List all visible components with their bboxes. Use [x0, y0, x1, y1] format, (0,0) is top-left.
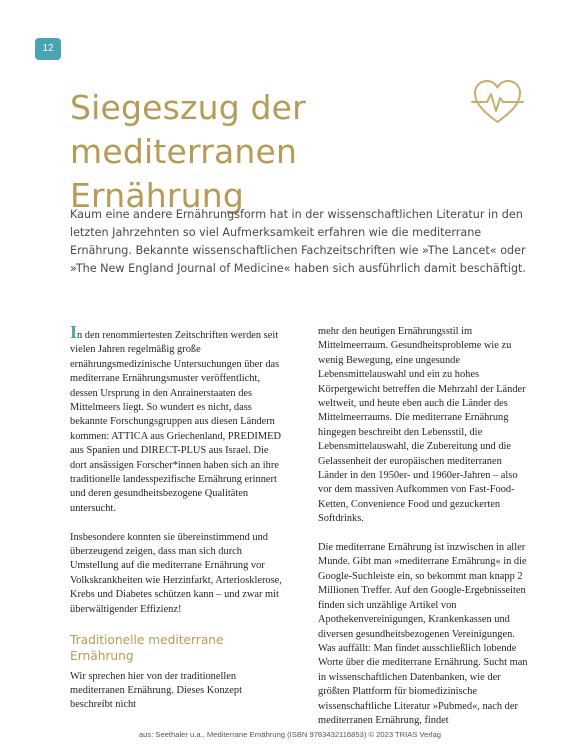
body-paragraph: Insbesondere konnten sie übereinstimmend und überzeugend zeigen, dass man sich durch Umstellung auf die mediterrane Ernährung vor Volkskrankheiten wie Herzinfarkt, Arteriosklerose, Krebs und Diabetes schützen kann – und zwar mit überwältigender Effizienz! — [70, 531, 282, 615]
section-heading: Traditionelle mediterrane Ernährung — [70, 632, 224, 663]
source-footer: aus: Seethaler u.a., Mediterrane Ernährung (ISBN 9783432116853) © 2023 TRIAS Verlag — [138, 730, 442, 739]
body-paragraph: Wir sprechen hier von der traditionellen mediterranen Ernährung. Dieses Konzept beschreibt nicht — [70, 670, 242, 711]
page-number-badge: 12 — [35, 38, 61, 60]
body-paragraph: mehr den heutigen Ernährungsstil im Mittelmeerraum. Gesundheitsprobleme wie zu wenig Bewegung, eine ungesunde Lebensmittelauswahl und ein zu hohes Körpergewicht betreffen die Mehrzahl der Länder weltweit, und heute eben auch die Länder des Mittelmeerraums. Die mediterrane Ernährung hingegen beschreibt den Lebensstil, die Lebensmittelauswahl, die Zubereitung und die Gelassenheit der europäischen mediterranen Länder in den 1950er- und 1960er-Jahren – also vor dem massiven Aufkommen von Fast-Food-Ketten, Convenience Food und gezuckerten Softdrinks. — [318, 326, 526, 525]
body-paragraph: Die mediterrane Ernährung ist inzwischen in aller Munde. Gibt man »mediterrane Ernährung« in die Google-Suchleiste ein, so bekommt man knapp 2 Millionen Treffer. Auf den Google-Ergebnisseiten finden sich unzählige Artikel von Apothekenvereinigungen, Krankenkassen und diversen gesundheitsbezogenen Vereinigungen. Was auffällt: Man findet ausschließlich lobende Worte über die mediterrane Ernährung. Sucht man in wissenschaftlichen Datenbanken, wie der größten Plattform für biomedizinische wissenschaftliche Literatur »Pubmed«, nach der mediterranen Ernährung, findet — [318, 542, 528, 726]
intro-paragraph: Kaum eine andere Ernährungsform hat in der wissenschaftlichen Literatur in den letzten Jahrzehnten so viel Aufmerksamkeit erfahren wie die mediterrane Ernährung. Bekannte wissenschaftlichen Fachzeitschriften wie »The Lancet« oder »The New England Journal of Medicine« haben sich ausführlich damit beschäftigt. — [70, 208, 526, 275]
right-column — [318, 325, 530, 743]
left-column — [70, 322, 282, 727]
body-paragraph: In den renommiertesten Zeitschriften werden seit vielen Jahren regelmäßig große ernährungsmedizinische Untersuchungen über das mediterrane Ernährungsmuster veröffentlicht, dessen Ursprung in den Anrainerstaaten des Mittelmeers liegt. So wundert es nicht, dass bekannte Forschungsgruppen aus diesen Ländern kommen: ATTICA aus Griechenland, PREDIMED aus Spanien und DIRECT-PLUS aus Israel. Die dort ansässigen Forscher*innen haben sich an ihre traditionelle landesspezifische Ernährung erinnert und deren gesundheitsbezogene Qualitäten untersucht. — [70, 322, 281, 514]
page-title: Siegeszug der mediterranen Ernährung — [70, 88, 306, 215]
